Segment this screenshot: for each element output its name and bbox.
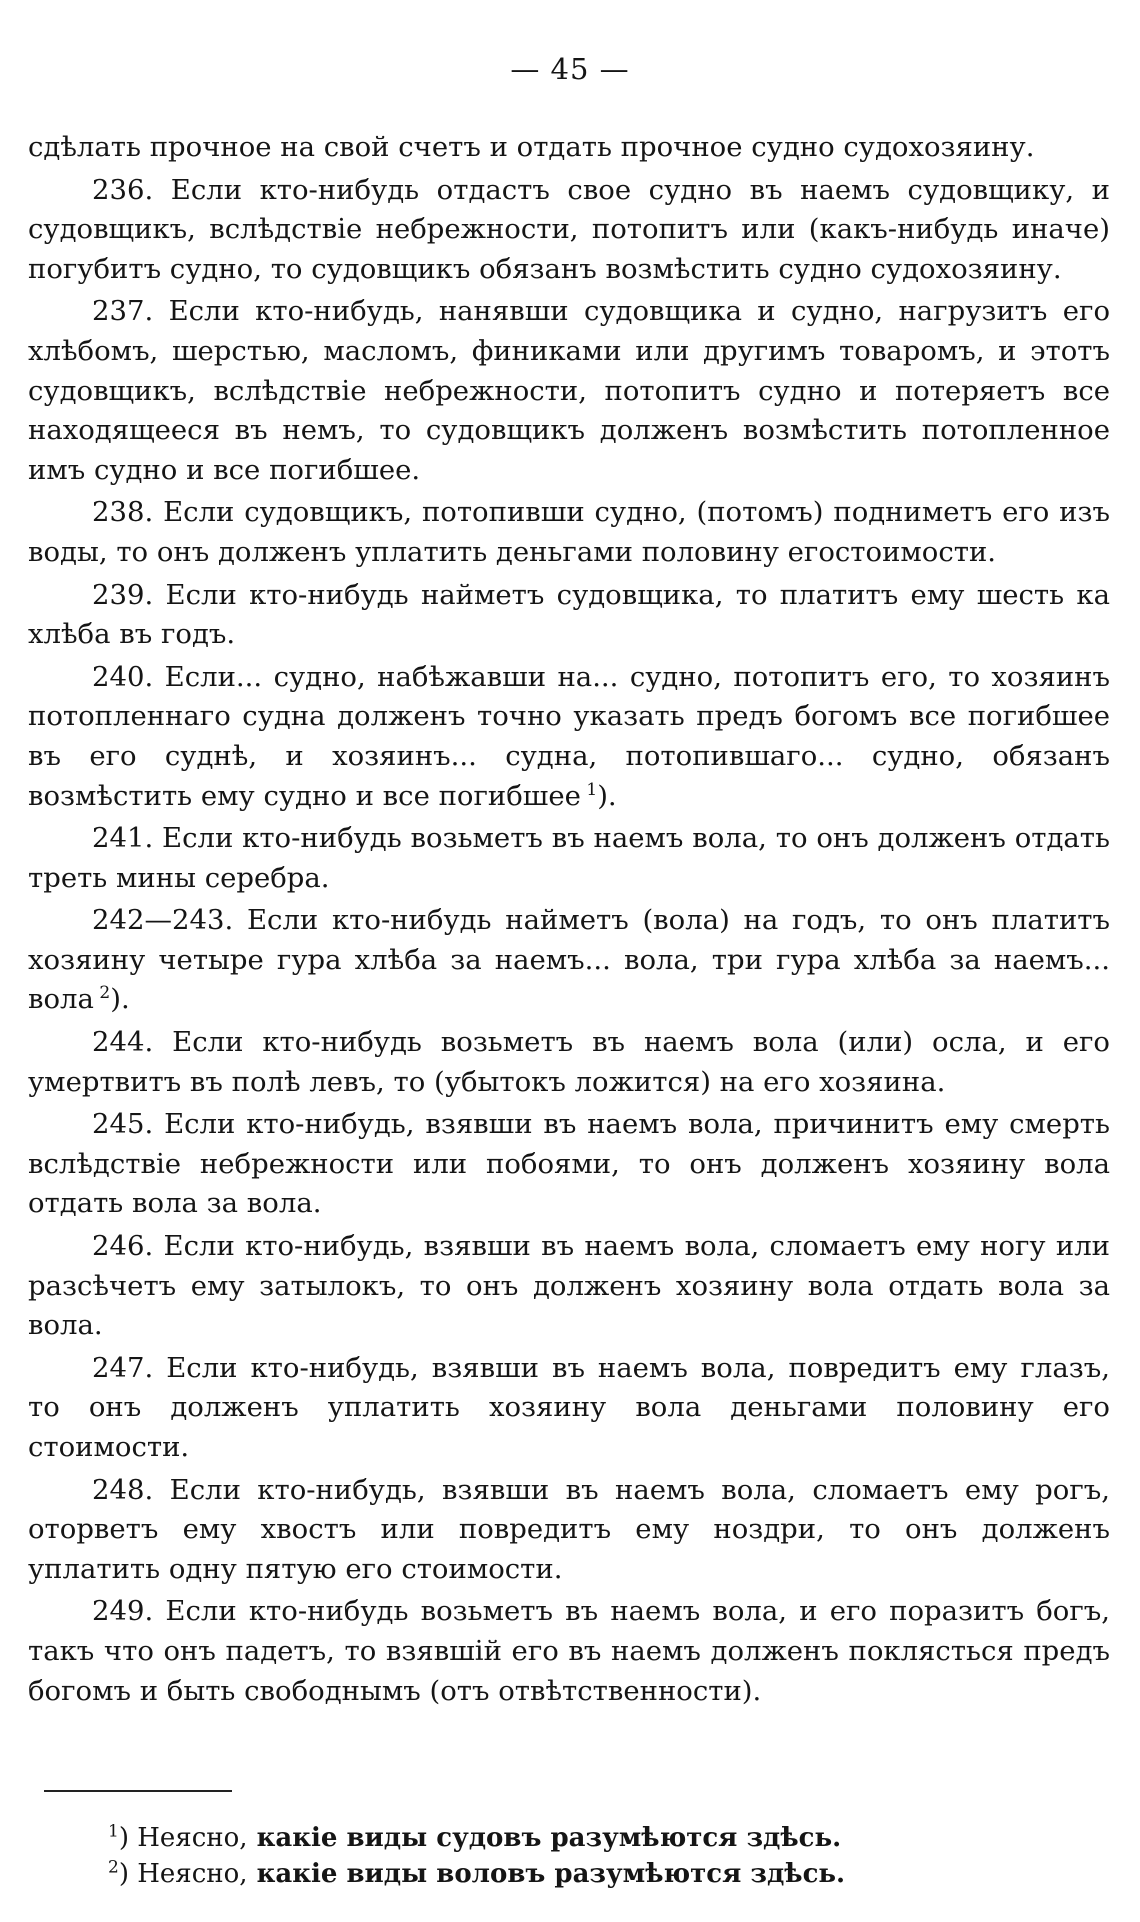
article-239: 239. Если кто-нибудь найметъ судовщика, то платитъ ему шесть ка хлѣба въ годъ. <box>28 578 1110 651</box>
article-240-close: ). <box>597 779 617 812</box>
body-text <box>28 128 1110 1711</box>
article-247: 247. Если кто-нибудь, взявши въ наемъ вола, повредитъ ему глазъ, то онъ долженъ уплатить хозяину вола деньгами половину его стоимости. <box>28 1351 1110 1463</box>
article-242-243 <box>28 901 1110 1020</box>
footnotes <box>108 1820 1068 1892</box>
footnote-2-paren: ) <box>118 1859 129 1889</box>
article-238: 238. Если судовщикъ, потопивши судно, (потомъ) подниметъ его изъ воды, то онъ долженъ уплатить деньгами половину егостоимости. <box>28 496 1110 568</box>
article-245: 245. Если кто-нибудь, взявши въ наемъ вола, причинитъ ему смерть вслѣдствіе небрежности или побоями, то онъ долженъ хозяину вола отдать вола за вола. <box>28 1108 1110 1220</box>
article-242-243-close: ). <box>110 983 130 1016</box>
footnote-1-lead: Неясно, <box>128 1823 248 1853</box>
article-244: 244. Если кто-нибудь возьметъ въ наемъ вола (или) осла, и его умертвитъ въ полѣ левъ, то (убытокъ ложится) на его хозяина. <box>28 1026 1110 1098</box>
page-number: — 45 — <box>510 52 630 86</box>
article-237: 237. Если кто-нибудь, нанявши судовщика и судно, нагрузитъ его хлѣбомъ, шерстью, масломъ, финиками или другимъ товаромъ, и этотъ судовщикъ, вслѣдствіе небрежности, потопитъ судно и потеряетъ все находящееся въ немъ, то судовщикъ долженъ возмѣстить потопленное имъ судно и все погибшее. <box>28 295 1110 486</box>
article-240 <box>28 658 1110 816</box>
footnote-1 <box>108 1820 1068 1856</box>
footnote-1-paren: ) <box>118 1823 129 1853</box>
footnote-1-marker: 1 <box>108 1821 119 1842</box>
article-249: 249. Если кто-нибудь возьметъ въ наемъ вола, и его поразитъ богъ, такъ что онъ падетъ, то взявшій его въ наемъ долженъ поклясться предъ богомъ и быть свободнымъ (отъ отвѣтственности). <box>28 1595 1110 1707</box>
article-242-243-text: 242—243. Если кто-нибудь найметъ (вола) на годъ, то онъ платитъ хозяину четыре гура хлѣба за наемъ... вола, три гура хлѣба за наемъ... вола <box>28 904 1110 1016</box>
footnote-2-lead: Неясно, <box>128 1859 248 1889</box>
article-236: 236. Если кто-нибудь отдастъ свое судно въ наемъ судовщику, и судовщикъ, вслѣдствіе небрежности, потопитъ или (какъ-нибудь иначе) погубитъ судно, то судовщикъ обязанъ возмѣстить судно судохозяину. <box>28 173 1110 285</box>
article-246: 246. Если кто-нибудь, взявши въ наемъ вола, сломаетъ ему ногу или разсѣчетъ ему затылокъ, то онъ долженъ хозяину вола отдать вола за вола. <box>28 1230 1110 1342</box>
article-241: 241. Если кто-нибудь возьметъ въ наемъ вола, то онъ долженъ отдать треть мины серебра. <box>28 822 1110 894</box>
footnote-ref-1: 1 <box>586 779 598 800</box>
article-240-text: 240. Если... судно, набѣжавши на... судно, потопитъ его, то хозяинъ потопленнаго судна долженъ точно указать предъ богомъ все погибшее въ его суднѣ, и хозяинъ... судна, потопившаго... судно, обязанъ возмѣстить ему судно и все погибшее <box>28 660 1110 812</box>
footnote-2-marker: 2 <box>108 1857 119 1878</box>
footnote-divider <box>44 1790 232 1792</box>
article-248: 248. Если кто-нибудь, взявши въ наемъ вола, сломаетъ ему рогъ, оторветъ ему хвостъ или повредитъ ему ноздри, то онъ долженъ уплатить одну пятую его стоимости. <box>28 1473 1110 1585</box>
footnote-ref-2: 2 <box>99 983 111 1004</box>
footnote-1-text: какіе виды судовъ разумѣются здѣсь. <box>247 1823 842 1853</box>
paragraph-continuation: сдѣлать прочное на свой счетъ и отдать прочное судно судохозяину. <box>28 131 1035 163</box>
footnote-2 <box>108 1856 1068 1892</box>
footnote-2-text: какіе виды воловъ разумѣются здѣсь. <box>247 1859 846 1889</box>
